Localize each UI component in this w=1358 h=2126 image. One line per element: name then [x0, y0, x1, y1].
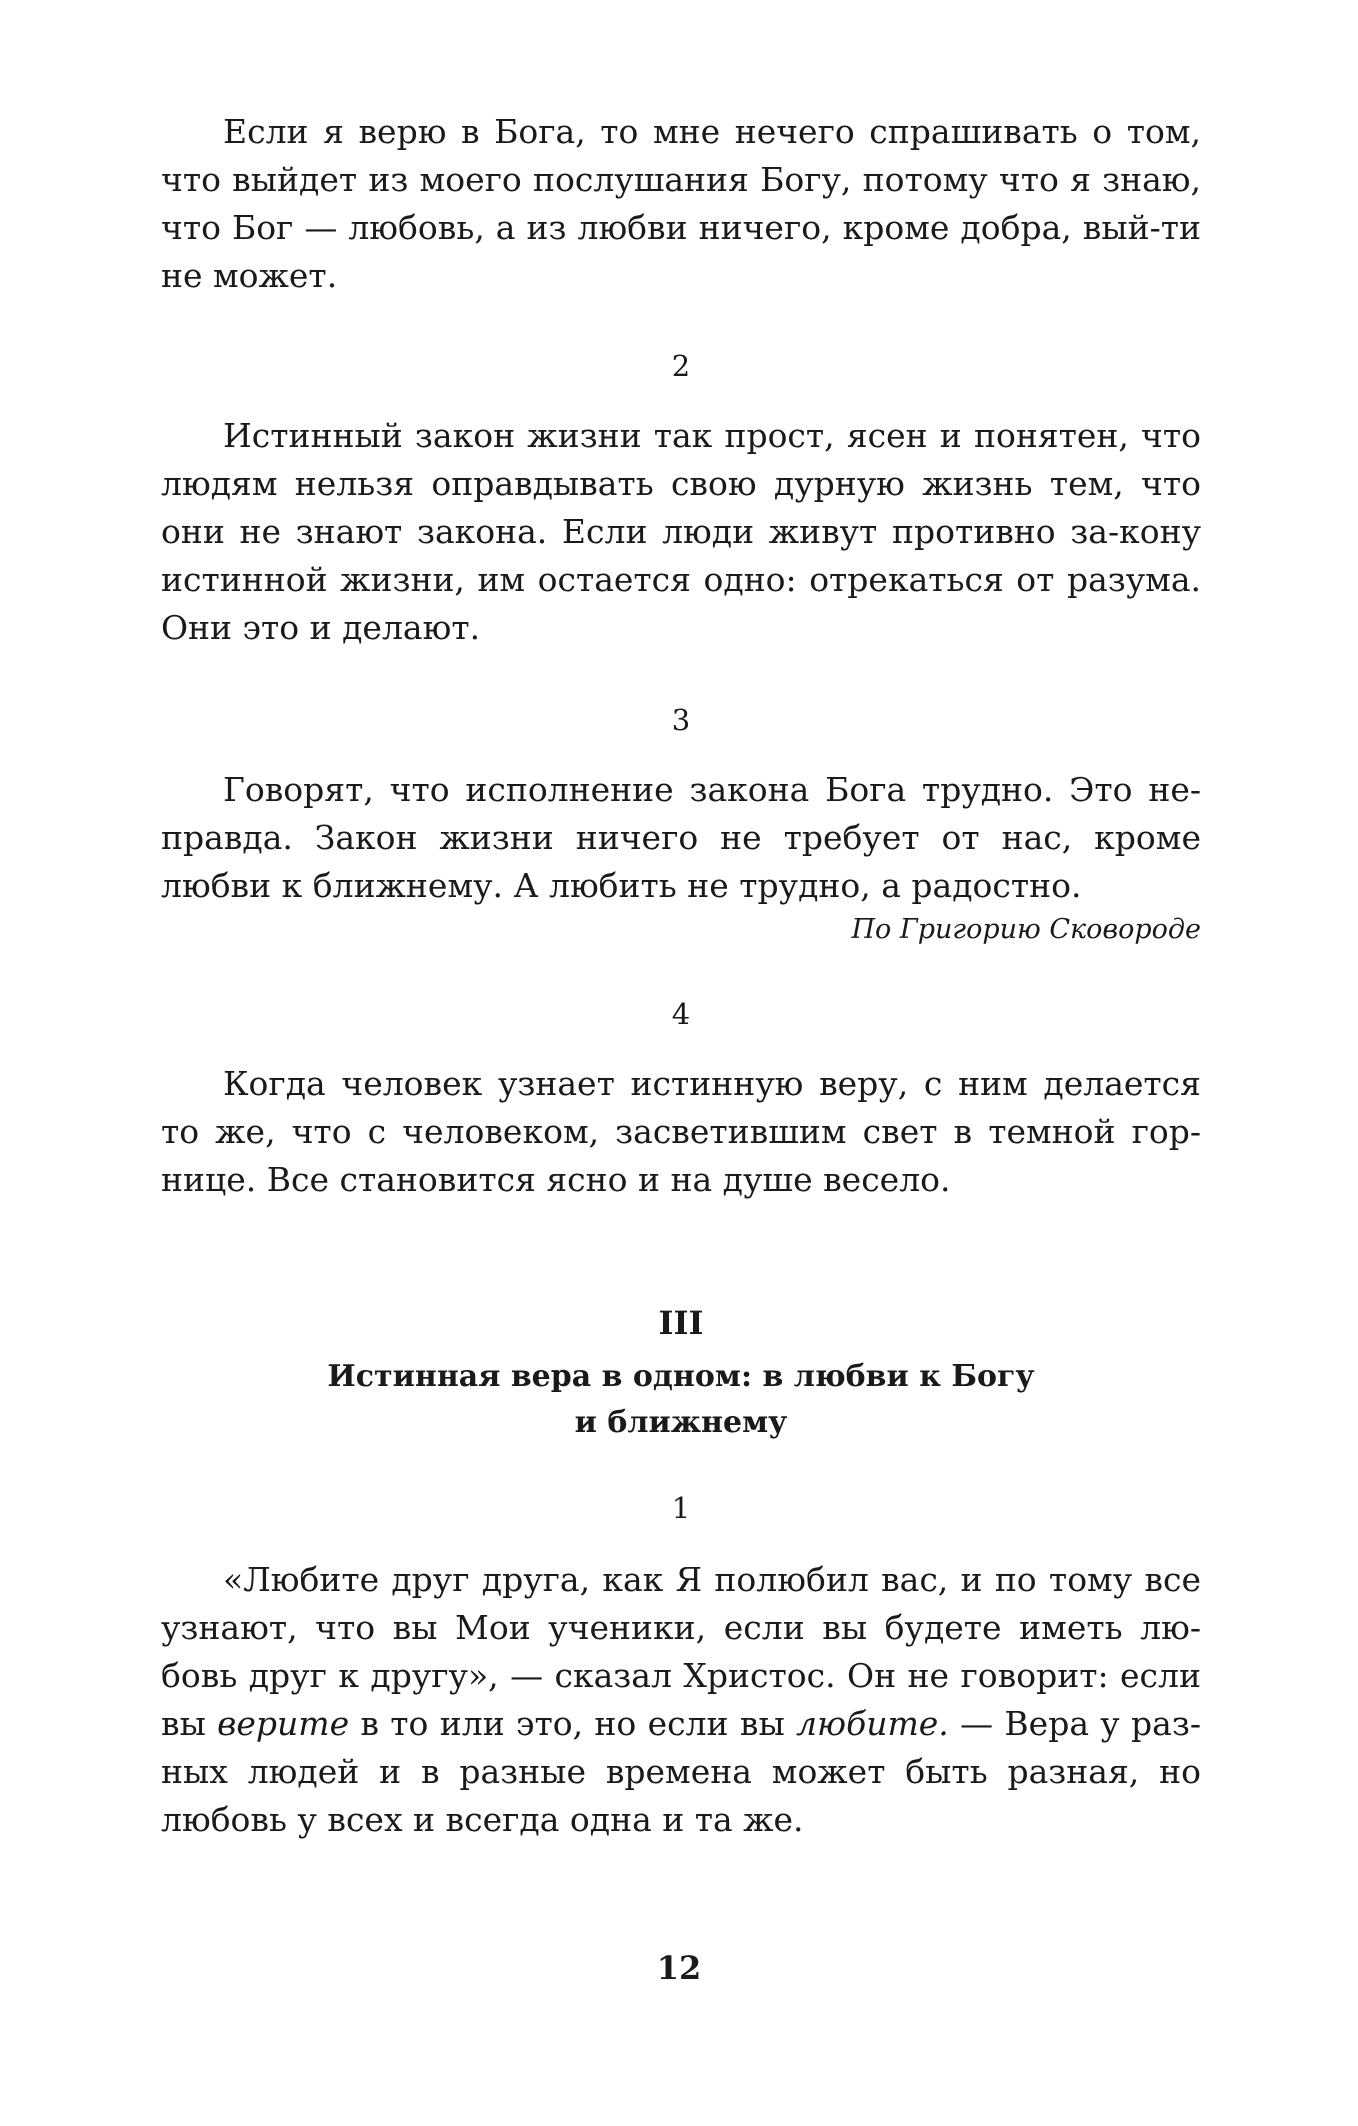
page-content — [161, 108, 1201, 1844]
paragraph-chapter-1-part-c: — Вера у раз-ных людей и в разные времена может быть разная, но любовь у всех и всегда одна и та же. — [161, 1704, 1201, 1839]
chapter-title-line-1: Истинная вера в одном: в любви к Богу — [327, 1359, 1035, 1394]
chapter-title-line-2: и ближнему — [574, 1405, 788, 1440]
item-number-2: 2 — [671, 349, 691, 383]
chapter-item-number-1: 1 — [671, 1491, 691, 1525]
paragraph-chapter-1-part-a: «Любите друг друга, как Я полюбил вас, и по тому все узнают, что вы Мои ученики, если вы будете иметь лю-бовь друг к другу», — сказал Христос. Он не говорит: если вы — [161, 1560, 1201, 1743]
chapter-number: III — [658, 1304, 704, 1342]
item-number-4: 4 — [671, 997, 691, 1031]
emphasis-believe: верите — [217, 1704, 350, 1743]
item-number-3: 3 — [671, 703, 691, 737]
paragraph-4: Когда человек узнает истинную веру, с ним делается то же, что с человеком, засветившим свет в темной гор-нице. Все становится ясно и на душе весело. — [161, 1064, 1201, 1199]
paragraph-chapter-1 — [161, 1556, 1201, 1844]
paragraph-3: Говорят, что исполнение закона Бога трудно. Это не-правда. Закон жизни ничего не требует от нас, кроме любви к ближнему. А любить не трудно, а радостно. — [161, 770, 1201, 905]
page-number: 12 — [656, 1949, 702, 1987]
emphasis-love: любите. — [796, 1704, 949, 1743]
paragraph-chapter-1-part-b: в то или это, но если вы — [349, 1704, 797, 1743]
paragraph-2: Истинный закон жизни так прост, ясен и понятен, что людям нельзя оправдывать свою дурную жизнь тем, что они не знают закона. Если люди живут противно за-кону истинной жизни, им остается одно: отрекаться от разума. Они это и делают. — [161, 416, 1201, 647]
attribution: По Григорию Сковороде — [851, 914, 1201, 945]
paragraph-intro: Если я верю в Бога, то мне нечего спрашивать о том, что выйдет из моего послушания Богу, потому что я знаю, что Бог — любовь, а из любви ничего, кроме добра, вый-ти не может. — [161, 112, 1201, 295]
